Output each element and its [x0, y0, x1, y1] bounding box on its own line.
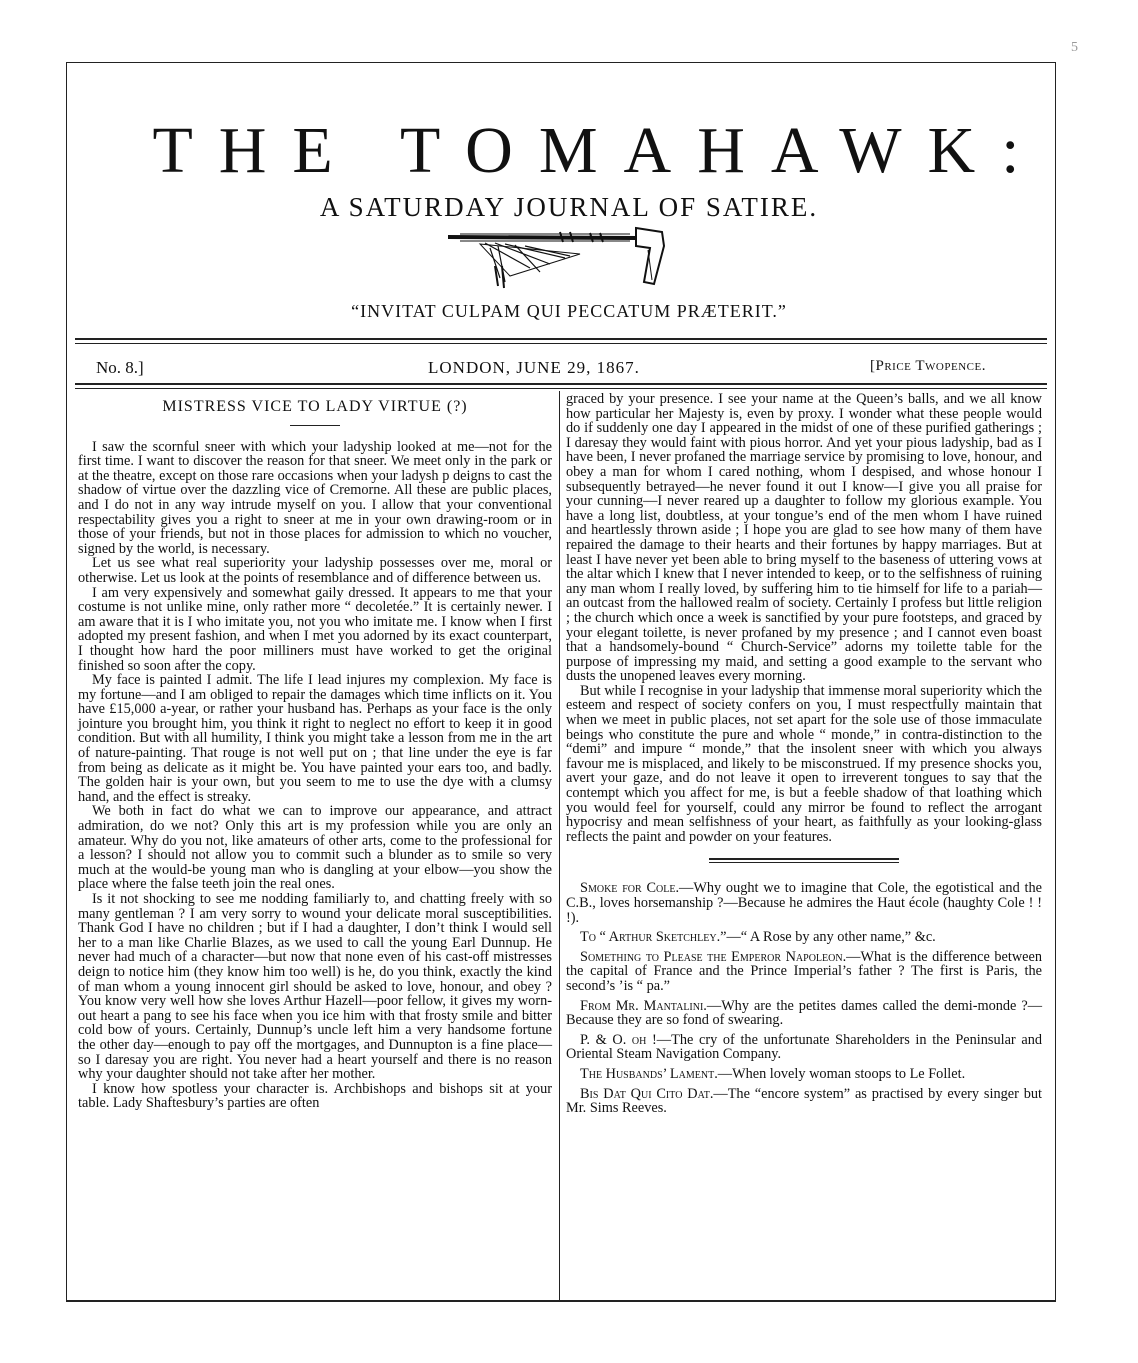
journal-motto: “INVITAT CULPAM QUI PECCATUM PRÆTERIT.” — [351, 301, 787, 321]
paragraph-head: Bis Dat Qui Cito Dat. — [580, 1085, 714, 1102]
paragraph-body: —The cry of the unfortunate Shareholders in the Peninsular and Oriental Steam Navigation Company. — [566, 1031, 1042, 1063]
journal-title: THE TOMAHAWK: — [152, 114, 1046, 187]
paragraph-item — [566, 930, 1042, 945]
right-column — [566, 392, 1042, 1121]
left-column — [78, 392, 552, 1111]
article-paragraph: Let us see what real superiority your ladyship possesses over me, moral or otherwise. Let us look at the points of resemblance and of difference between us. — [78, 555, 552, 586]
journal-subtitle: A SATURDAY JOURNAL OF SATIRE. — [319, 192, 819, 222]
title-rule — [290, 425, 340, 426]
paragraph-body: —What is the difference between the capital of France and the Prince Imperial’s father ? The first is Paris, the second’s ’is “ pa.” — [566, 948, 1042, 994]
paragraph-item — [566, 1067, 1042, 1082]
paragraph-item — [566, 950, 1042, 994]
issue-price: [Price Twopence. — [870, 358, 986, 374]
column-separator — [559, 391, 560, 1301]
issue-rule-thin — [75, 388, 1047, 389]
article-paragraph: My face is painted I admit. The life I lead injures my complexion. My face is my fortune—and I am obliged to repair the damages which time inflicts on it. You have £15,000 a-year, or rather your husband has. Perhaps as your face is the only jointure you brought him, you think it right to neglect no effort to keep it in good condition. But with all humility, I think you might take a lesson from me in the art of nature-painting. That rouge is not well put on ; that line under the eye is far from being as delicate as it might be. You have painted your ears too, and badly. The golden hair is your own, but you seem to me to use the dye with a clumsy hand, and the effect is streaky. — [78, 672, 552, 805]
section-divider — [709, 858, 899, 863]
masthead-rule — [75, 338, 1047, 340]
article-paragraph: I know how spotless your character is. Archbishops and bishops sit at your table. Lady Shaftesbury’s parties are often — [78, 1080, 552, 1112]
issue-number: No. 8.] — [96, 358, 144, 377]
paragraph-item — [566, 999, 1042, 1028]
paragraph-body: —Why ought we to imagine that Cole, the egotistical and the C.B., loves horsemanship ?—Because he admires the Haut école (haughty Cole ! ! !). — [566, 880, 1043, 926]
article-paragraph: We both in fact do what we can to improve our appearance, and attract admiration, do we not? Only this art is my profession while you are only an amateur. Why do you not, like amateurs of other arts, come to the professional for a lesson? I should not allow you to commit such a blunder as to smile so very much at the would-be young man who is dangling at your elbow—you show the place where the false teeth join the real ones. — [78, 803, 552, 893]
paragraph-head: P. & O. oh ! — [580, 1031, 657, 1048]
article-paragraph: But while I recognise in your ladyship that immense moral superiority which the esteem and respect of society confers on you, I must respectfully maintain that when we meet in public places, not set apart for the sole use of those immaculate beings who constitute the pure and whole “ monde,” in contra-distinction to the “demi” and impure “ monde,” that the insolent sneer with which you always favour me is misplaced, and likely to be misconstrued. If my presence shocks you, avert your gaze, and do not leave it open to irreverent tongues to say that the contempt which you affect for me, is but a feeble shadow of that loathing which you would feel for yourself, could any mirror be found to reflect the arrogant hypocrisy and mean selfishness of your heart, as faithfully as your looking-glass reflects the paint and powder on your features. — [566, 682, 1042, 845]
issue-date: LONDON, JUNE 29, 1867. — [428, 358, 640, 377]
paragraph-item — [566, 1033, 1042, 1062]
paragraph-item — [566, 1087, 1042, 1116]
paragraph-body: —Why are the petites dames called the demi-monde ?—Because they are so fond of swearing. — [566, 997, 1042, 1029]
tomahawk-icon — [440, 226, 676, 292]
bottom-rule — [66, 1300, 1056, 1301]
page-corner-mark: 5 — [1071, 40, 1078, 55]
paragraph-item — [566, 881, 1042, 925]
masthead-rule-thin — [75, 343, 1047, 344]
article-paragraph: I am very expensively and somewhat gaily dressed. It appears to me that your costume is not unlike mine, only rather more “ decoletée.” It is certainly newer. I am aware that it is I who imitate you, not you who imitate me. I know when I first adopted my present fashion, and when I met you adorned by its exact counterpart, I thought how hard the poor milliners must have worked to get the original finished so soon after the copy. — [78, 584, 552, 674]
paragraph-body: —When lovely woman stoops to Le Follet. — [717, 1065, 966, 1082]
issue-rule — [75, 383, 1047, 385]
paragraph-body: —“ A Rose by any other name,” &c. — [726, 929, 936, 946]
article-paragraph: graced by your presence. I see your name at the Queen’s balls, and we all know how particular her Majesty is, even by proxy. I wonder what these people would do if suddenly one day I appeared in the midst of one of these purified gatherings ; I daresay they would faint with pious horror. And yet your pious ladyship, bad as I have been, I never profaned the marriage service by promising to love, honour, and obey a man for whom I cared nothing, whom I despised, and whose honour I subsequently betrayed—he never found it out I know—I give you all praise for your cunning—I never reared up a daughter to follow my glorious example. You have a long list, doubtless, at your tongue’s end of the men whom I have ruined and heartlessly thrown aside ; I hope you are glad to see how many of them have repaired the damage to their hearts and their fortunes by happy marriages. But at least I have never yet been able to bring myself to the baseness of uttering vows at the altar which I knew that I never intended to keep, or to the selfishness of ruining any man whom I really loved, by suffering him to tie himself for life to a pariah—an outcast from the hallowed realm of society. Certainly I profess but little religion ; the church which once a week is sanctified by your pure footsteps, and graced by your elegant toilette, is never profaned by my presence ; and I cannot even boast that a handsomely-bound “ Church-Service” adorns my toilette table for the purpose of impressing my maid, and setting a good example to the servant who dusts the unopened leaves every morning. — [566, 391, 1042, 685]
paragraph-head: Something to Please the Emperor Napoleon. — [580, 948, 847, 965]
article-title: MISTRESS VICE TO LADY VIRTUE (?) — [162, 398, 468, 415]
paragraph-head: From Mr. Mantalini. — [580, 997, 707, 1014]
article-paragraph: Is it not shocking to see me nodding familiarly to, and chatting freely with so many gentleman ? I am very sorry to wound your delicate moral susceptibilities. Thank God I have no children ; but if I had a daughter, I don’t think I would sell her to a man like Charlie Blazes, as we used to call the young Earl Dunnup. He never had much of a character—but now that none even of his cast-off mistresses deign to notice him (they know him too well) is he, do you think, exactly the kind of man whom a young innocent girl should be asked to love, honour, and obey ? You know very well how she loves Arthur Hazell—poor fellow, it gives my worn-out heart a pang to see his face when you ice him with that frosty smile and bitter cold bow of yours. Certainly, Dunnup’s uncle left him a very handsome fortune the other day—enough to pay off the mortgages, and Dunnupton is a fine place—so I daresay you are right. You never had a heart yourself and there is no reason why your daughter should not take after her mother. — [78, 891, 552, 1083]
paragraph-body: —The “encore system” as practised by every singer but Mr. Sims Reeves. — [566, 1085, 1042, 1117]
paragraph-head: Smoke for Cole. — [580, 880, 680, 897]
paragraph-head: To “ Arthur Sketchley.” — [580, 929, 727, 946]
article-paragraph: I saw the scornful sneer with which your ladyship looked at me—not for the first time. I want to discover the reason for that sneer. We meet only in the park or at the theatre, except on those rare occasions when your ladysh p deigns to cast the shadow of virtue over the dazzling vice of Cremorne. All these are public places, and I do not in any way intrude myself on you. I allow that your conventional respectability gives you a right to sneer at me in your own drawing-room or in those of your friends, but not in those places for admission to which no voucher, signed by the world, is necessary. — [78, 438, 552, 557]
paragraph-head: The Husbands’ Lament. — [580, 1065, 718, 1082]
